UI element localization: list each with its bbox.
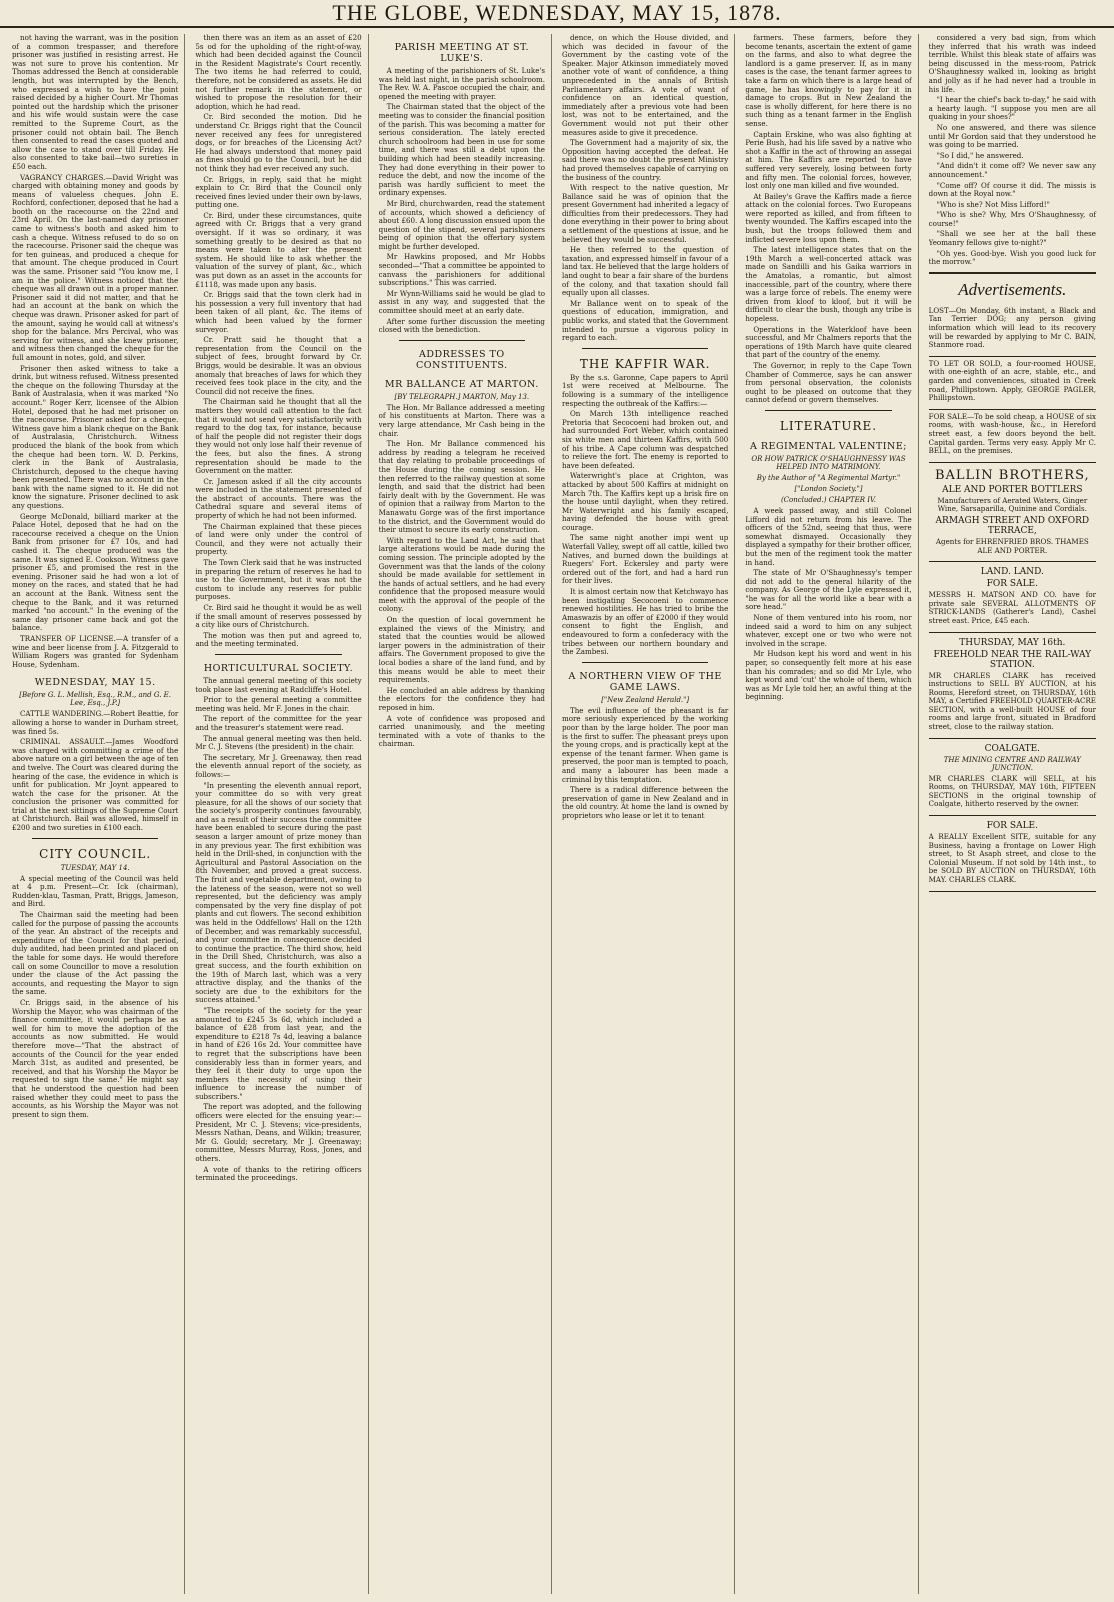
ad-heading: THURSDAY, MAY 16th. (959, 637, 1066, 648)
ad-text: Agents for EHRENFRIED BROS. THAMES ALE AND PORTER. (935, 536, 1089, 555)
article-paragraph: The secretary, Mr J. Greenaway, then read the eleventh annual report of the society, as follows:— (195, 752, 362, 779)
article-paragraph: considered a very bad sign, from which they inferred that his wrath was indeed terrible. Whilst this bleak state of affairs was being discussed in the mess-room, Patrick O'Shaughnessy walked in, looking as bright and jolly as if he had never had a trouble in his life. (928, 34, 1096, 94)
article-paragraph: Captain Erskine, who was also fighting at Perie Bush, had his life saved by a native who shot a Kaffir in the act of throwing an assegai at him. The Kaffirs are reported to have suffered very severely, losing between forty and fifty men. The colonial forces, however, lost only one man killed and five wounded. (745, 129, 912, 191)
section-heading: THE KAFFIR WAR. (579, 356, 711, 371)
article-paragraph: He concluded an able address by thanking the electors for the confidence they had reposed in him. (378, 685, 545, 712)
article-paragraph: "The receipts of the society for the year amounted to £245 3s 6d, which included a balance of £28 from last year, and the expenditure to £218 7s 4d, leaving a balance in hand of £26 16s 2d. Your committee have to regret that the subscriptions have been considerably less than in former years, and they feel it their duty to urge upon the members the necessity of using their influence to increase the number of subscribers." (195, 1005, 362, 1101)
ad-ballin-brothers (929, 463, 1096, 562)
article-paragraph: "Come off? Of course it did. The missis is down at the Royal now." (928, 180, 1096, 199)
court-bench: [Before G. L. Mellish, Esq., R.M., and G. E. Lee, Esq., J.P.] (19, 691, 172, 708)
section-subheading: MR BALLANCE AT MARTON. (384, 378, 539, 390)
article-paragraph: CATTLE WANDERING.—Robert Beattie, for allowing a horse to wander in Durham street, was fined 5s. (12, 709, 179, 736)
section-divider (399, 340, 525, 341)
story-title: A REGIMENTAL VALENTINE; (750, 440, 907, 452)
article-paragraph: After some further discussion the meeting closed with the benediction. (378, 316, 545, 335)
section-heading: HORTICULTURAL SOCIETY. (203, 662, 354, 674)
column-3 (379, 34, 552, 1594)
article-paragraph: A week passed away, and still Colonel Lifford did not return from his leave. The officers of the 52nd, seeing that thus, were somewhat dismayed. Occasionally they displayed a sympathy for their brother officer, but the men of the regiment took the matter in hand. (745, 505, 912, 567)
article-paragraph: "Oh yes. Good-bye. Wish you good luck for the morrow." (928, 248, 1096, 267)
article-paragraph: Prisoner then asked witness to take a drink, but witness refused. Witness presented the cheque on the following Thursday at the Bank of Australasia, when it was marked "No account." Roger Kerr, licensee of the Albion Hotel, deposed that he had met prisoner on the racecourse. Prisoner asked for a cheque. Witness gave him a blank cheque on the Bank of Australasia, Christchurch. Witness produced the blank of the book from which the cheque had been torn. W. D. Perkins, clerk in the Bank of Australasia, Christchurch, deposed to the cheque having been presented. There was no account in the bank with the name signed to it. He did not know the signature. Prisoner declined to ask any questions. (12, 363, 179, 511)
article-paragraph: "Shall we see her at the ball these Yeomanry fellows give to-night?" (928, 229, 1096, 248)
article-paragraph: George McDonald, billiard marker at the Palace Hotel, deposed that he had on the racecourse received a cheque on the Union Bank from prisoner for £7 10s, and had cashed it. The cheque produced was the same. It was signed E. Cookson. Witness gave prisoner £5, and promised the rest in the evening. Prisoner said he had won a lot of money on the races, and stated that he had an account at the Bank. Witness sent the cheque to the Bank, and it was returned marked "no account." In the evening of the same day prisoner came back and got the balance. (12, 511, 179, 633)
article-paragraph: Prior to the general meeting a committee meeting was held. Mr F. Jones in the chair. (195, 695, 362, 713)
ad-coalgate (929, 739, 1096, 816)
article-paragraph: Cr. Briggs, in reply, said that he might explain to Cr. Bird that the Council only received fines levied under their own by-laws, putting one. (195, 174, 362, 210)
ad-house-for-sale (929, 410, 1096, 463)
ad-business-trade: ALE AND PORTER BOTTLERS (942, 484, 1083, 495)
article-paragraph: He then referred to the question of taxation, and expressed himself in favour of a land tax. He believed that the large holders of land ought to bear a fair share of the burdens of the colony, and that taxation should fall equally upon all classes. (561, 245, 729, 298)
article-paragraph: The annual general meeting of this society took place last evening at Radcliffe's Hotel. (195, 675, 362, 694)
article-paragraph: The report of the committee for the year and the treasurer's statement were read. (195, 714, 362, 732)
ad-site-for-sale (929, 816, 1096, 892)
article-paragraph: farmers. These farmers, before they become tenants, ascertain the extent of game on the farms, and also to what degree the landlord is a game preserver. If, as in many cases is the case, the tenant farmer agrees to take a farm on which there is a large head of game, he has knowingly to pay for it in damage to crops. But in New Zealand the case is wholly different, for here there is no such thing as a tenant farmer in the English sense. (745, 34, 912, 128)
article-paragraph: A meeting of the parishioners of St. Luke's was held last night, in the parish schoolroom. The Rev. W. A. Pascoe occupied the chair, and opened the meeting with prayer. (378, 66, 545, 101)
article-paragraph: Cr. Briggs said that the town clerk had in his possession a very full inventory that had been taken of all plant, &c. The items of which had been valued by the former surveyor. (195, 290, 362, 334)
section-heading: CITY COUNCIL. (39, 846, 152, 861)
article-paragraph: then there was an item as an asset of £20 5s od for the upholding of the right-of-way, which had been decided against the Council in the Resident Magistrate's Court recently. The two items he had referred to could, therefore, not be considered as assets. He did not further remark in the statement, or wished to propose the resolution for their adoption, which he had read. (195, 34, 362, 111)
section-date: TUESDAY, MAY 14. (60, 863, 130, 872)
article-paragraph: The motion was then put and agreed to, and the meeting terminated. (195, 630, 362, 649)
article-paragraph: A vote of thanks to the retiring officers terminated the proceedings. (195, 1164, 362, 1183)
article-paragraph: Cr. Briggs said, in the absence of his Worship the Mayor, who was chairman of the finance committee, it would perhaps be as well for him to move the adoption of the accounts as now submitted. He would therefore move—"That the abstract of accounts of the Council for the year ended March 31st, as audited and presented, be received, and that his Worship the Mayor be requested to sign the same." He might say that he understood the question had been raised whether they could meet to pass the accounts, as his Worship the Mayor was not present to sign them. (12, 997, 179, 1119)
article-paragraph: A vote of confidence was proposed and carried unanimously, and the meeting terminated with a vote of thanks to the chairman. (378, 713, 545, 749)
article-paragraph: The state of Mr O'Shaughnessy's temper did not add to the general hilarity of the company. As George of the Lyle expressed it, "he was for all the world like a bear with a sore head." (745, 568, 912, 612)
column-4 (562, 34, 735, 1594)
article-paragraph: With respect to the native question, Mr Ballance said he was of opinion that the present Government had inherited a legacy of difficulties from their predecessors. They had done everything in their power to bring about a settlement of the questions at issue, and he believed they would be successful. (561, 183, 729, 244)
article-paragraph: The evil influence of the pheasant is far more seriously experienced by the working poor than by the large holder. The poor man is the first to suffer. The pheasant preys upon the young crops, and is practically kept at the expense of the tenant farmer. When game is preserved, the poor man is tempted to poach, and many a labourer has been made a criminal by this temptation. (561, 705, 729, 784)
article-paragraph: The Hon. Mr Ballance addressed a meeting of his constituents at Marton. There was a very large attendance, Mr Cash being in the chair. (378, 402, 545, 438)
ad-heading: FOR SALE. (986, 821, 1038, 832)
article-paragraph: Mr Ballance went on to speak of the questions of education, immigration, and public works, and stated that the Government intended to pursue a vigorous policy in regard to each. (561, 298, 729, 343)
article-paragraph: TRANSFER OF LICENSE.—A transfer of a wine and beer license from J. A. Fitzgerald to William Rogers was granted for Sydenham House, Sydenham. (12, 633, 179, 669)
article-paragraph: It is almost certain now that Ketchwayo has been instigating Secocoeni to commence renewed hostilities. He has tried to bribe the Amaswazis by an offer of £2000 if they would consent to fight the English, and endeavoured to form a confederacy with the tribes between our northern boundary and the Zambesi. (561, 587, 729, 657)
ad-text: MR CHARLES CLARK has received instructions to SELL BY AUCTION, at his Rooms, Hereford street, on THURSDAY, 16th MAY, a Certified FREEHOLD QUARTER-ACRE SECTION, with a well-built HOUSE of four rooms and large front, situated in Bradford street, close to the railway station. (928, 670, 1096, 732)
article-paragraph: VAGRANCY CHARGES.—David Wright was charged with obtaining money and goods by means of valueless cheques. John E. Rochford, confectioner, deposed that he had a booth on the racecourse on the 22nd and 23rd April. On the last-named day prisoner came to witness's booth and asked him to cash a cheque. Witness refused to do so on the racecourse. Prisoner said the cheque was for ten guineas, and produced a cheque for that amount. The cheque produced in Court was the same. Prisoner said "You know me, I am in the police." Witness noticed that the cheque was all drawn out in a proper manner. Prisoner said it did not matter, and that he had an account at the bank on which the cheque was drawn. Prisoner asked for part of the amount, saying he would call at witness's shop for the balance. Mrs Percival, who was serving for witness, and she knew prisoner, and witness then changed the cheque for the full amount in notes, gold, and silver. (12, 172, 179, 362)
ad-text: TO LET OR SOLD, a four-roomed HOUSE, with one-eighth of an acre, stable, etc., and garden and conveniences, situated in Creek road, Phillipstown. Apply, GEORGE PAGLER, Phillipstown. (928, 358, 1096, 403)
ad-lost-dog (929, 304, 1096, 357)
article-paragraph: "In presenting the eleventh annual report, your committee do so with very great pleasure, for all the shows of our society that the society's prosperity continues favourably, and as a result of their success the committee have been enabled to secure during the past season a larger amount of prize money than in any previous year. The first exhibition was held in the Drill-shed, in conjunction with the Agricultural and Pastoral Association on the 8th November, and proved a great success. The fruit and vegetable department, owing to the lateness of the season, were not so well represented, but the deficiency was amply compensated by the very fine display of pot plants and cut flowers. The second exhibition was held in the Oddfellows' Hall on the 12th of December, and was remarkably successful, and your committee in consequence decided to continue the practice. The third show, held in the Drill Shed, Christchurch, was also a great success, and the fourth exhibition on the 19th of March last, which was a very attractive display, and the thanks of the society are due to the exhibitors for the success attained." (195, 780, 362, 1005)
section-divider (582, 348, 708, 349)
advertisements-heading: Advertisements. (958, 279, 1067, 299)
article-paragraph: Cr. Bird said he thought it would be as well if the small amount of reserves possessed by a city like ours of Christchurch. (195, 603, 362, 630)
column-1 (12, 34, 185, 1594)
section-divider (582, 662, 708, 663)
article-paragraph: not having the warrant, was in the position of a common trespasser, and therefore prisoner was justified in resisting arrest. He was not sure to prove his contention. Mr Thomas addressed the Bench at considerable length, but was interrupted by the Bench, who expressed a wish to have the point raised decided by a higher Court. Mr Thomas pointed out the hardship which the prisoner and his wife would sustain were the case remitted to the Supreme Court, as the prisoner could not obtain bail. The Bench then consented to read the cases quoted and allow the case to stand over till Friday. He also consented to take bail—two sureties in £50 each. (12, 34, 179, 171)
story-source: ["London Society."] (794, 484, 863, 493)
newspaper-title: THE GLOBE, WEDNESDAY, MAY 15, 1878. (332, 0, 782, 25)
article-paragraph: Cr. Bird, under these circumstances, quite agreed with Cr. Briggs that a very grand oversight. If it was so ordinary, it was something greatly to be desired as that no means were taken to alter the present system. He should like to ask whether the valuation of the survey of plant, &c., which was put down as an asset in the accounts for £1118, was made upon any basis. (195, 210, 362, 289)
column-5 (745, 34, 918, 1594)
story-author: By the Author of "A Regimental Martyr." (756, 473, 901, 482)
ad-business-name: BALLIN BROTHERS, (934, 467, 1090, 483)
article-paragraph: "I hear the chief's back to-day," he said with a hearty laugh. "I suppose you men are all quaking in your shoes?" (928, 95, 1096, 122)
article-paragraph: Waterwright's place at Crighton, was attacked by about 500 Kaffirs at midnight on March 7th. The Kaffirs kept up a brisk fire on the house until daylight, when they retired. Mr Waterwright and his family escaped, having defended the house with great courage. (561, 471, 729, 532)
article-paragraph: "So I did," he answered. (936, 150, 1024, 160)
newspaper-columns (12, 34, 1102, 1594)
ad-text: FOR SALE—To be sold cheap, a HOUSE of six rooms, with wash-house, &c., in Hereford street east, a few doors beyond the belt. Capital garden. Terms very easy. Apply Mr C. BELL, on the premises. (928, 411, 1096, 456)
masthead (0, 0, 1114, 28)
article-paragraph: dence, on which the House divided, and which was decided in favour of the Government by the casting vote of the Speaker. Major Atkinson immediately moved another vote of want of confidence, a thing unprecedented in the annals of British Parliamentary affairs. A vote of want of confidence on an identical question, immediately after a previous vote had been lost, was not to be entertained, and the Government would not put their other measures aside to give it precedence. (561, 34, 729, 137)
story-subtitle: OR HOW PATRICK O'SHAUGHNESSY WAS HELPED INTO MATRIMONY. (751, 454, 906, 471)
ad-text: MR CHARLES CLARK will SELL, at his Rooms, on THURSDAY, MAY 16th, FIFTEEN SECTIONS in the original township of Coalgate, hitherto reserved by the owner. (928, 773, 1096, 809)
article-paragraph: There is a radical difference between the preservation of game in New Zealand and in the old country. At home the land is owned by proprietors who lease or let it to tenant (561, 785, 729, 820)
article-paragraph: A special meeting of the Council was held at 4 p.m. Present—Cr. Ick (chairman), Rudden-klau, Tasman, Pratt, Briggs, Jameson, and Bird. (12, 873, 179, 909)
article-paragraph: "And didn't it come off? We never saw any announcement." (928, 161, 1096, 179)
article-paragraph: At Bailey's Grave the Kaffirs made a fierce attack on the colonial forces. Two Europeans were reported as killed, and from fifteen to twenty wounded. The Kaffirs escaped into the bush, but the troops followed them and inflicted severe loss upon them. (745, 191, 912, 244)
article-paragraph: With regard to the Land Act, he said that large alterations would be made during the coming session. The principle adopted by the Government was that the lands of the colony should be made available for settlement in the hands of actual settlers, and he had every confidence that the proposed measure would meet with the approval of the people of the colony. (378, 535, 545, 614)
section-divider (215, 654, 341, 655)
section-divider (32, 838, 158, 839)
story-chapter: (Concluded.) CHAPTER IV. (780, 495, 877, 504)
article-paragraph: Mr Hawkins proposed, and Mr Hobbs seconded—"That a committee be appointed to canvass the parishioners for additional subscriptions." This was carried. (378, 252, 545, 288)
section-heading: PARISH MEETING AT ST. LUKE'S. (394, 42, 529, 64)
article-paragraph: The Governor, in reply to the Cape Town Chamber of Commerce, says he can answer from personal observation, the colonists ought to be pleased on outcome that they cannot defend or govern themselves. (745, 360, 912, 405)
ad-address: ARMAGH STREET AND OXFORD TERRACE, (935, 515, 1090, 536)
article-paragraph: The latest intelligence states that on the 19th March a well-concerted attack was made on Sandilli and his Gaika warriors in the Amatolas, a romantic, but almost inaccessible, part of the country, where there was a large force of rebels. The enemy were driven from kloof to kloof, but it will be difficult to clear the bush, though any tribe is hopeless. (745, 245, 912, 323)
article-paragraph: The Chairman explained that these pieces of land were only under the control of Council, and they were not actually their property. (195, 521, 362, 557)
source-credit: ["New Zealand Herald."] (601, 695, 690, 704)
article-paragraph: On the question of local government he explained the views of the Ministry, and stated that the counties would be allowed larger powers in the administration of their affairs. The Government proposed to give the local bodies a share of the land fund, and by this means would be able to meet their requirements. (378, 615, 545, 685)
ad-text: MESSRS H. MATSON AND CO. have for private sale SEVERAL ALLOTMENTS OF STRICK-LANDS (Gatherer's Land), Cashel street east. Price, £45 each. (928, 590, 1096, 625)
article-paragraph: On March 13th intelligence reached Pretoria that Secocoeni had broken out, and had surrounded Fort Weber, which contained six white men and thirteen Kaffirs, with 500 of his tribe. A Cape column was despatched to relieve the fort. The enemy is reported to have been defeated. (561, 409, 729, 470)
court-date-heading: WEDNESDAY, MAY 15. (34, 677, 156, 689)
article-paragraph: Cr. Bird seconded the motion. Did he understand Cr. Briggs right that the Council never received any fees for unregistered dogs, or for breaches of the Licensing Act? He had always understood that money paid as fines should go to the Council, but he did not think they had ever received any such. (195, 112, 362, 173)
ad-text: LOST—On Monday, 6th instant, a Black and Tan Terrier DOG; any person giving information which will lead to its recovery will be rewarded by applying to Mr C. BAIN, Stanmore road. (928, 305, 1096, 350)
article-paragraph: Mr Bird, churchwarden, read the statement of accounts, which showed a deficiency of about £60. A long discussion ensued upon the question of the stipend, several parishioners being of opinion that the offertory system might be further developed. (378, 198, 545, 251)
section-heading: LITERATURE. (779, 418, 878, 433)
ad-subheading: FOR SALE. (986, 579, 1038, 590)
ad-land-for-sale (929, 562, 1096, 632)
ad-text: A REALLY Excellent SITE, suitable for any Business, having a frontage on Lower High street, to St Asaph street, and close to the Colonial Museum. If not sold by 14th inst., to be SOLD BY AUCTION on THURSDAY, 16th MAY. CHARLES CLARK. (928, 832, 1096, 884)
column-2 (195, 34, 368, 1594)
dateline: [BY TELEGRAPH.] MARTON, May 13. (394, 392, 530, 401)
article-paragraph: Operations in the Waterkloof have been successful, and Mr Chalmers reports that the operations of 19th March have quite cleared that part of the country of the enemy. (745, 324, 912, 360)
article-paragraph: The Chairman said the meeting had been called for the purpose of passing the accounts of the year. An abstract of the receipts and expenditure of the Council for that period, duly audited, had been printed and placed on the table for some days. He would therefore call on some Councillor to move a resolution under the clause of the Act passing the accounts, and requesting the Mayor to sign the same. (12, 910, 179, 997)
article-paragraph: The same night another impi went up Waterfall Valley, swept off all cattle, killed two Natives, and burned down the buildings at Ruegers' Fort. Eckersley and party were ordered out of the fort, and had a hard run for their lives. (561, 533, 729, 586)
article-paragraph: Mr Wynn-Williams said he would be glad to assist in any way, and suggested that the committee should meet at an early date. (378, 288, 545, 316)
article-paragraph: No one answered, and there was silence until Mr Gordon said that they understood he was going to be married. (928, 122, 1096, 150)
article-paragraph: Cr. Pratt said he thought that a representation from the Council on the subject of fees, brought forward by Cr. Briggs, would be desirable. It was an obvious anomaly that breaches of laws for which they received fees took place in the city, and the Council did not receive the fines. (195, 335, 362, 396)
section-heading: ADDRESSES TO CONSTITUENTS. (416, 348, 508, 371)
article-paragraph: "Who is she? Why, Mrs O'Shaughnessy, of course!" (928, 210, 1096, 228)
ad-subheading: FREEHOLD NEAR THE RAIL-WAY STATION. (933, 649, 1092, 670)
ad-heading: COALGATE. (984, 743, 1040, 754)
article-paragraph: Mr Hudson kept his word and went in his paper, so consequently felt more at his ease than his comrades; and so did Mr Lyle, who kept word and 'cut' the whole of them, which was as Mr Lyle told her, an awful thing at the beginning. (745, 649, 912, 702)
article-paragraph: The Government had a majority of six, the Opposition having accepted the defeat. He said there was no doubt the present Ministry had proved themselves capable of carrying on the business of the country. (561, 138, 729, 182)
section-divider (929, 272, 1096, 274)
article-paragraph: The Hon. Mr Ballance commenced his address by reading a telegram he received that day relating to probable proceedings of the House during the coming session. He then referred to the railway question at some length, and said that the district had been fairly dealt with by the Government. He was of opinion that a railway from Marton to the Manawatu Gorge was of the first importance to the district, and the Government would do their utmost to secure its early construction. (378, 439, 545, 535)
article-paragraph: The Chairman stated that the object of the meeting was to consider the financial position of the parish. This was becoming a matter for serious consideration. The lately erected church schoolroom had been in use for some time, and there was still a debt upon the building which had been steadily increasing. They had done everything in their power to reduce the debt, and now the income of the parish was hardly sufficient to meet the ordinary expenses. (378, 102, 545, 198)
article-paragraph: The Town Clerk said that he was instructed in preparing the return of reserves he had to use to the Government, but it was not the custom to include any reserves for public purposes. (195, 558, 362, 602)
article-paragraph: Cr. Jameson asked if all the city accounts were included in the statement presented of the abstract of accounts. There was the Cathedral square and several items of property of which he had not been informed. (195, 476, 362, 521)
article-paragraph: CRIMINAL ASSAULT.—James Woodford was charged with committing a crime of the above nature on a girl between the age of ten and twelve. The Court was cleared during the hearing of the case, the evidence in which is unfit for publication. Mr Joynt appeared to watch the case for the prisoner. At the conclusion the prisoner was committed for trial at the next sittings of the Supreme Court at Christchurch. Bail was allowed, himself in £200 and two sureties in £100 each. (12, 737, 179, 833)
column-6 (929, 34, 1102, 1594)
section-heading: A NORTHERN VIEW OF THE GAME LAWS. (568, 670, 722, 693)
section-divider (765, 410, 891, 411)
ad-heading: LAND. LAND. (980, 567, 1044, 578)
ad-to-let (929, 357, 1096, 410)
ad-text: Manufacturers of Aerated Waters, Ginger Wine, Sarsaparilla, Quinine and Cordials. (937, 495, 1088, 514)
article-paragraph: The annual general meeting was then held. Mr C. J. Stevens (the president) in the chair. (195, 733, 362, 752)
article-paragraph: None of them ventured into his room, nor indeed said a word to him on any subject whatever, except one or two who were not involved in the scrape. (745, 613, 912, 648)
ad-freehold-auction (929, 633, 1096, 739)
article-paragraph: "Who is she? Not Miss Lifford!" (936, 199, 1050, 209)
article-paragraph: The report was adopted, and the following officers were elected for the ensuing year:—President, Mr C. J. Stevens; vice-presidents, Messrs Nathan, Deans, and Wilkin; treasurer, Mr G. Gould; secretary, Mr J. Greenaway; committee, Messrs Murray, Ross, Jones, and others. (195, 1102, 362, 1164)
article-paragraph: The Chairman said he thought that all the matters they would call attention to the fact that it would not send very satisfactorily with regard to the dog tax, for instance, because of half the people did not register their dogs they would not only lose half their revenue of the fees, but also the fines. A strong representation should be made to the Government on the matter. (195, 397, 362, 476)
ad-subheading: THE MINING CENTRE AND RAILWAY JUNCTION. (943, 755, 1081, 772)
article-paragraph: By the s.s. Garonne, Cape papers to April 1st were received at Melbourne. The following is a summary of the intelligence respecting the outbreak of the Kaffirs:— (561, 372, 729, 408)
